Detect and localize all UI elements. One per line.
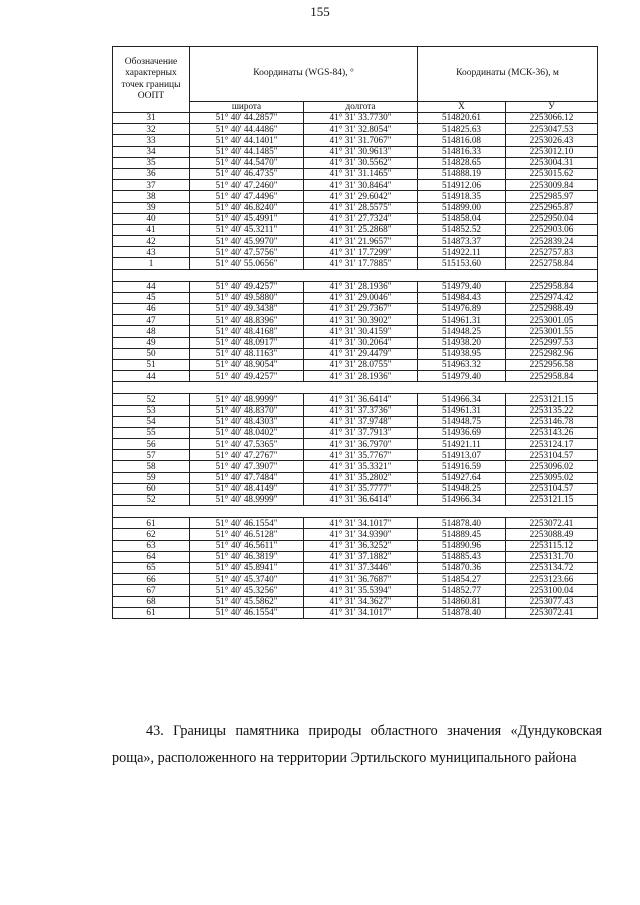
- table-row: [113, 439, 598, 450]
- longitude-cell: 41° 31' 37.3446": [304, 562, 418, 573]
- y-coordinate-cell: 2253066.12: [506, 113, 598, 124]
- point-id-cell: 50: [113, 348, 190, 359]
- point-id-cell: 51: [113, 359, 190, 370]
- latitude-cell: 51° 40' 44.1485": [190, 146, 304, 157]
- longitude-cell: 41° 31' 36.3252": [304, 540, 418, 551]
- table-row: [113, 180, 598, 191]
- table-row: [113, 416, 598, 427]
- longitude-cell: 41° 31' 30.3902": [304, 315, 418, 326]
- x-coordinate-cell: 514854.27: [418, 574, 506, 585]
- y-coordinate-cell: 2252958.84: [506, 371, 598, 382]
- latitude-cell: 51° 40' 47.2767": [190, 450, 304, 461]
- x-coordinate-cell: 514852.77: [418, 585, 506, 596]
- x-coordinate-cell: 514913.07: [418, 450, 506, 461]
- point-id-cell: 57: [113, 450, 190, 461]
- point-id-cell: 49: [113, 337, 190, 348]
- x-coordinate-cell: 514828.65: [418, 157, 506, 168]
- subheader-x: X: [418, 102, 506, 113]
- point-id-cell: 53: [113, 405, 190, 416]
- latitude-cell: 51° 40' 47.3907": [190, 461, 304, 472]
- point-id-cell: 44: [113, 281, 190, 292]
- latitude-cell: 51° 40' 45.4991": [190, 213, 304, 224]
- longitude-cell: 41° 31' 32.8054": [304, 124, 418, 135]
- latitude-cell: 51° 40' 46.5128": [190, 529, 304, 540]
- y-coordinate-cell: 2253088.49: [506, 529, 598, 540]
- x-coordinate-cell: 514899.00: [418, 202, 506, 213]
- point-id-cell: 59: [113, 472, 190, 483]
- point-id-cell: 52: [113, 394, 190, 405]
- y-coordinate-cell: 2253104.57: [506, 483, 598, 494]
- y-coordinate-cell: 2253004.31: [506, 157, 598, 168]
- point-id-cell: 61: [113, 518, 190, 529]
- x-coordinate-cell: 514918.35: [418, 191, 506, 202]
- x-coordinate-cell: 514912.06: [418, 180, 506, 191]
- y-coordinate-cell: 2253072.41: [506, 607, 598, 618]
- point-id-cell: 67: [113, 585, 190, 596]
- table-row: [113, 213, 598, 224]
- point-id-cell: 36: [113, 168, 190, 179]
- latitude-cell: 51° 40' 47.7484": [190, 472, 304, 483]
- latitude-cell: 51° 40' 44.2857": [190, 113, 304, 124]
- separator-cell: [113, 382, 598, 394]
- point-id-cell: 37: [113, 180, 190, 191]
- y-coordinate-cell: 2252988.49: [506, 304, 598, 315]
- point-id-cell: 64: [113, 551, 190, 562]
- x-coordinate-cell: 514927.64: [418, 472, 506, 483]
- y-coordinate-cell: 2252997.53: [506, 337, 598, 348]
- longitude-cell: 41° 31' 30.5562": [304, 157, 418, 168]
- y-coordinate-cell: 2253096.02: [506, 461, 598, 472]
- point-id-cell: 47: [113, 315, 190, 326]
- header-msk36: Координаты (МСК-36), м: [418, 47, 598, 102]
- x-coordinate-cell: 514961.31: [418, 405, 506, 416]
- x-coordinate-cell: 514825.63: [418, 124, 506, 135]
- group-separator-row: [113, 506, 598, 518]
- point-id-cell: 60: [113, 483, 190, 494]
- table-row: [113, 348, 598, 359]
- x-coordinate-cell: 515153.60: [418, 258, 506, 269]
- group-separator-row: [113, 269, 598, 281]
- x-coordinate-cell: 514961.31: [418, 315, 506, 326]
- latitude-cell: 51° 40' 47.2460": [190, 180, 304, 191]
- table-row: [113, 304, 598, 315]
- longitude-cell: 41° 31' 37.7913": [304, 427, 418, 438]
- latitude-cell: 51° 40' 48.9999": [190, 394, 304, 405]
- subheader-longitude: долгота: [304, 102, 418, 113]
- section-caption: 43. Границы памятника природы областного значения «Дундуковская роща», расположенного на территории Эртильского муниципального района: [112, 723, 602, 766]
- y-coordinate-cell: 2253146.78: [506, 416, 598, 427]
- longitude-cell: 41° 31' 17.7299": [304, 247, 418, 258]
- table-row: [113, 202, 598, 213]
- x-coordinate-cell: 514948.25: [418, 326, 506, 337]
- longitude-cell: 41° 31' 30.2064": [304, 337, 418, 348]
- table-body: [113, 113, 598, 619]
- y-coordinate-cell: 2253135.22: [506, 405, 598, 416]
- point-id-cell: 38: [113, 191, 190, 202]
- point-id-cell: 45: [113, 292, 190, 303]
- table-row: [113, 427, 598, 438]
- header-wgs84: Координаты (WGS-84), °: [190, 47, 418, 102]
- y-coordinate-cell: 2253121.15: [506, 495, 598, 506]
- y-coordinate-cell: 2252839.24: [506, 236, 598, 247]
- table-row: [113, 585, 598, 596]
- table-row: [113, 607, 598, 618]
- longitude-cell: 41° 31' 37.1882": [304, 551, 418, 562]
- point-id-cell: 48: [113, 326, 190, 337]
- point-id-cell: 68: [113, 596, 190, 607]
- longitude-cell: 41° 31' 29.0046": [304, 292, 418, 303]
- latitude-cell: 51° 40' 48.9054": [190, 359, 304, 370]
- header-point-label: Обозначение характерных точек границы ООПТ: [113, 47, 190, 113]
- y-coordinate-cell: 2253104.57: [506, 450, 598, 461]
- table-row: [113, 596, 598, 607]
- separator-cell: [113, 269, 598, 281]
- point-id-cell: 44: [113, 371, 190, 382]
- x-coordinate-cell: 514936.69: [418, 427, 506, 438]
- point-id-cell: 33: [113, 135, 190, 146]
- latitude-cell: 51° 40' 49.5880": [190, 292, 304, 303]
- point-id-cell: 55: [113, 427, 190, 438]
- latitude-cell: 51° 40' 46.1554": [190, 518, 304, 529]
- point-id-cell: 58: [113, 461, 190, 472]
- x-coordinate-cell: 514948.75: [418, 416, 506, 427]
- latitude-cell: 51° 40' 45.3740": [190, 574, 304, 585]
- point-id-cell: 35: [113, 157, 190, 168]
- y-coordinate-cell: 2252965.87: [506, 202, 598, 213]
- longitude-cell: 41° 31' 29.7367": [304, 304, 418, 315]
- point-id-cell: 32: [113, 124, 190, 135]
- x-coordinate-cell: 514890.96: [418, 540, 506, 551]
- x-coordinate-cell: 514921.11: [418, 439, 506, 450]
- y-coordinate-cell: 2253143.26: [506, 427, 598, 438]
- latitude-cell: 51° 40' 49.3438": [190, 304, 304, 315]
- longitude-cell: 41° 31' 35.7767": [304, 450, 418, 461]
- point-id-cell: 65: [113, 562, 190, 573]
- table-row: [113, 359, 598, 370]
- longitude-cell: 41° 31' 29.6042": [304, 191, 418, 202]
- longitude-cell: 41° 31' 28.0755": [304, 359, 418, 370]
- longitude-cell: 41° 31' 17.7885": [304, 258, 418, 269]
- y-coordinate-cell: 2253131.70: [506, 551, 598, 562]
- x-coordinate-cell: 514878.40: [418, 518, 506, 529]
- y-coordinate-cell: 2253124.17: [506, 439, 598, 450]
- y-coordinate-cell: 2253009.84: [506, 180, 598, 191]
- y-coordinate-cell: 2253015.62: [506, 168, 598, 179]
- y-coordinate-cell: 2253134.72: [506, 562, 598, 573]
- page-number: 155: [310, 4, 330, 19]
- table-row: [113, 574, 598, 585]
- y-coordinate-cell: 2252903.06: [506, 224, 598, 235]
- coordinates-table: [112, 46, 598, 619]
- point-id-cell: 46: [113, 304, 190, 315]
- y-coordinate-cell: 2253012.10: [506, 146, 598, 157]
- latitude-cell: 51° 40' 48.8396": [190, 315, 304, 326]
- table-row: [113, 483, 598, 494]
- longitude-cell: 41° 31' 37.3736": [304, 405, 418, 416]
- table-row: [113, 371, 598, 382]
- longitude-cell: 41° 31' 28.1936": [304, 281, 418, 292]
- x-coordinate-cell: 514979.40: [418, 281, 506, 292]
- table-row: [113, 168, 598, 179]
- table-row: [113, 394, 598, 405]
- x-coordinate-cell: 514963.32: [418, 359, 506, 370]
- y-coordinate-cell: 2252758.84: [506, 258, 598, 269]
- longitude-cell: 41° 31' 35.3321": [304, 461, 418, 472]
- table-row: [113, 562, 598, 573]
- longitude-cell: 41° 31' 30.9613": [304, 146, 418, 157]
- table-row: [113, 135, 598, 146]
- x-coordinate-cell: 514966.34: [418, 495, 506, 506]
- table-row: [113, 124, 598, 135]
- point-id-cell: 31: [113, 113, 190, 124]
- table-row: [113, 315, 598, 326]
- table-row: [113, 146, 598, 157]
- point-id-cell: 61: [113, 607, 190, 618]
- latitude-cell: 51° 40' 45.5862": [190, 596, 304, 607]
- y-coordinate-cell: 2253121.15: [506, 394, 598, 405]
- longitude-cell: 41° 31' 30.4159": [304, 326, 418, 337]
- y-coordinate-cell: 2253047.53: [506, 124, 598, 135]
- y-coordinate-cell: 2253077.43: [506, 596, 598, 607]
- y-coordinate-cell: 2253026.43: [506, 135, 598, 146]
- longitude-cell: 41° 31' 27.7324": [304, 213, 418, 224]
- longitude-cell: 41° 31' 21.9657": [304, 236, 418, 247]
- group-separator-row: [113, 382, 598, 394]
- table-row: [113, 281, 598, 292]
- x-coordinate-cell: 514870.36: [418, 562, 506, 573]
- point-id-cell: 54: [113, 416, 190, 427]
- point-id-cell: 56: [113, 439, 190, 450]
- table-row: [113, 540, 598, 551]
- x-coordinate-cell: 514860.81: [418, 596, 506, 607]
- longitude-cell: 41° 31' 28.5575": [304, 202, 418, 213]
- longitude-cell: 41° 31' 36.7970": [304, 439, 418, 450]
- latitude-cell: 51° 40' 46.3819": [190, 551, 304, 562]
- subheader-y: У: [506, 102, 598, 113]
- latitude-cell: 51° 40' 46.5611": [190, 540, 304, 551]
- y-coordinate-cell: 2253100.04: [506, 585, 598, 596]
- x-coordinate-cell: 514948.25: [418, 483, 506, 494]
- latitude-cell: 51° 40' 44.5470": [190, 157, 304, 168]
- table-row: [113, 224, 598, 235]
- latitude-cell: 51° 40' 55.0656": [190, 258, 304, 269]
- x-coordinate-cell: 514938.95: [418, 348, 506, 359]
- y-coordinate-cell: 2252757.83: [506, 247, 598, 258]
- y-coordinate-cell: 2252950.04: [506, 213, 598, 224]
- subheader-latitude: широта: [190, 102, 304, 113]
- longitude-cell: 41° 31' 30.8464": [304, 180, 418, 191]
- latitude-cell: 51° 40' 48.1163": [190, 348, 304, 359]
- table-row: [113, 157, 598, 168]
- x-coordinate-cell: 514816.08: [418, 135, 506, 146]
- separator-cell: [113, 506, 598, 518]
- x-coordinate-cell: 514873.37: [418, 236, 506, 247]
- y-coordinate-cell: 2253072.41: [506, 518, 598, 529]
- x-coordinate-cell: 514966.34: [418, 394, 506, 405]
- longitude-cell: 41° 31' 34.1017": [304, 518, 418, 529]
- longitude-cell: 41° 31' 36.6414": [304, 394, 418, 405]
- x-coordinate-cell: 514885.43: [418, 551, 506, 562]
- latitude-cell: 51° 40' 48.0402": [190, 427, 304, 438]
- latitude-cell: 51° 40' 48.4168": [190, 326, 304, 337]
- latitude-cell: 51° 40' 45.3256": [190, 585, 304, 596]
- point-id-cell: 34: [113, 146, 190, 157]
- table-row: [113, 405, 598, 416]
- latitude-cell: 51° 40' 46.8240": [190, 202, 304, 213]
- x-coordinate-cell: 514984.43: [418, 292, 506, 303]
- latitude-cell: 51° 40' 48.0917": [190, 337, 304, 348]
- y-coordinate-cell: 2252956.58: [506, 359, 598, 370]
- longitude-cell: 41° 31' 25.2868": [304, 224, 418, 235]
- longitude-cell: 41° 31' 35.5394": [304, 585, 418, 596]
- latitude-cell: 51° 40' 48.4303": [190, 416, 304, 427]
- latitude-cell: 51° 40' 47.5756": [190, 247, 304, 258]
- latitude-cell: 51° 40' 49.4257": [190, 281, 304, 292]
- y-coordinate-cell: 2253001.05: [506, 315, 598, 326]
- x-coordinate-cell: 514979.40: [418, 371, 506, 382]
- table-row: [113, 461, 598, 472]
- latitude-cell: 51° 40' 46.1554": [190, 607, 304, 618]
- x-coordinate-cell: 514916.59: [418, 461, 506, 472]
- latitude-cell: 51° 40' 48.9999": [190, 495, 304, 506]
- point-id-cell: 63: [113, 540, 190, 551]
- longitude-cell: 41° 31' 35.7777": [304, 483, 418, 494]
- table-row: [113, 518, 598, 529]
- latitude-cell: 51° 40' 47.5365": [190, 439, 304, 450]
- table-row: [113, 495, 598, 506]
- y-coordinate-cell: 2252958.84: [506, 281, 598, 292]
- latitude-cell: 51° 40' 49.4257": [190, 371, 304, 382]
- point-id-cell: 62: [113, 529, 190, 540]
- y-coordinate-cell: 2253115.12: [506, 540, 598, 551]
- latitude-cell: 51° 40' 46.4735": [190, 168, 304, 179]
- longitude-cell: 41° 31' 28.1936": [304, 371, 418, 382]
- longitude-cell: 41° 31' 34.3627": [304, 596, 418, 607]
- table-row: [113, 326, 598, 337]
- longitude-cell: 41° 31' 37.9748": [304, 416, 418, 427]
- x-coordinate-cell: 514976.89: [418, 304, 506, 315]
- y-coordinate-cell: 2252982.96: [506, 348, 598, 359]
- table-row: [113, 236, 598, 247]
- longitude-cell: 41° 31' 35.2802": [304, 472, 418, 483]
- latitude-cell: 51° 40' 48.4149": [190, 483, 304, 494]
- x-coordinate-cell: 514888.19: [418, 168, 506, 179]
- longitude-cell: 41° 31' 31.7067": [304, 135, 418, 146]
- point-id-cell: 41: [113, 224, 190, 235]
- latitude-cell: 51° 40' 48.8370": [190, 405, 304, 416]
- point-id-cell: 39: [113, 202, 190, 213]
- point-id-cell: 1: [113, 258, 190, 269]
- table-row: [113, 450, 598, 461]
- table-row: [113, 113, 598, 124]
- point-id-cell: 43: [113, 247, 190, 258]
- longitude-cell: 41° 31' 36.7687": [304, 574, 418, 585]
- x-coordinate-cell: 514820.61: [418, 113, 506, 124]
- y-coordinate-cell: 2252985.97: [506, 191, 598, 202]
- table-row: [113, 191, 598, 202]
- latitude-cell: 51° 40' 44.4486": [190, 124, 304, 135]
- x-coordinate-cell: 514852.52: [418, 224, 506, 235]
- longitude-cell: 41° 31' 31.1465": [304, 168, 418, 179]
- x-coordinate-cell: 514938.20: [418, 337, 506, 348]
- y-coordinate-cell: 2253123.66: [506, 574, 598, 585]
- table-row: [113, 247, 598, 258]
- longitude-cell: 41° 31' 36.6414": [304, 495, 418, 506]
- latitude-cell: 51° 40' 47.4496": [190, 191, 304, 202]
- longitude-cell: 41° 31' 34.1017": [304, 607, 418, 618]
- y-coordinate-cell: 2253095.02: [506, 472, 598, 483]
- point-id-cell: 42: [113, 236, 190, 247]
- longitude-cell: 41° 31' 29.4479": [304, 348, 418, 359]
- latitude-cell: 51° 40' 44.1401": [190, 135, 304, 146]
- point-id-cell: 40: [113, 213, 190, 224]
- longitude-cell: 41° 31' 33.7730": [304, 113, 418, 124]
- latitude-cell: 51° 40' 45.3211": [190, 224, 304, 235]
- table-row: [113, 292, 598, 303]
- longitude-cell: 41° 31' 34.9390": [304, 529, 418, 540]
- x-coordinate-cell: 514816.33: [418, 146, 506, 157]
- table-row: [113, 529, 598, 540]
- x-coordinate-cell: 514858.04: [418, 213, 506, 224]
- table-row: [113, 472, 598, 483]
- point-id-cell: 52: [113, 495, 190, 506]
- y-coordinate-cell: 2253001.55: [506, 326, 598, 337]
- x-coordinate-cell: 514922.11: [418, 247, 506, 258]
- latitude-cell: 51° 40' 45.9970": [190, 236, 304, 247]
- point-id-cell: 66: [113, 574, 190, 585]
- y-coordinate-cell: 2252974.42: [506, 292, 598, 303]
- x-coordinate-cell: 514889.45: [418, 529, 506, 540]
- table-row: [113, 258, 598, 269]
- table-row: [113, 551, 598, 562]
- x-coordinate-cell: 514878.40: [418, 607, 506, 618]
- table-row: [113, 337, 598, 348]
- latitude-cell: 51° 40' 45.8941": [190, 562, 304, 573]
